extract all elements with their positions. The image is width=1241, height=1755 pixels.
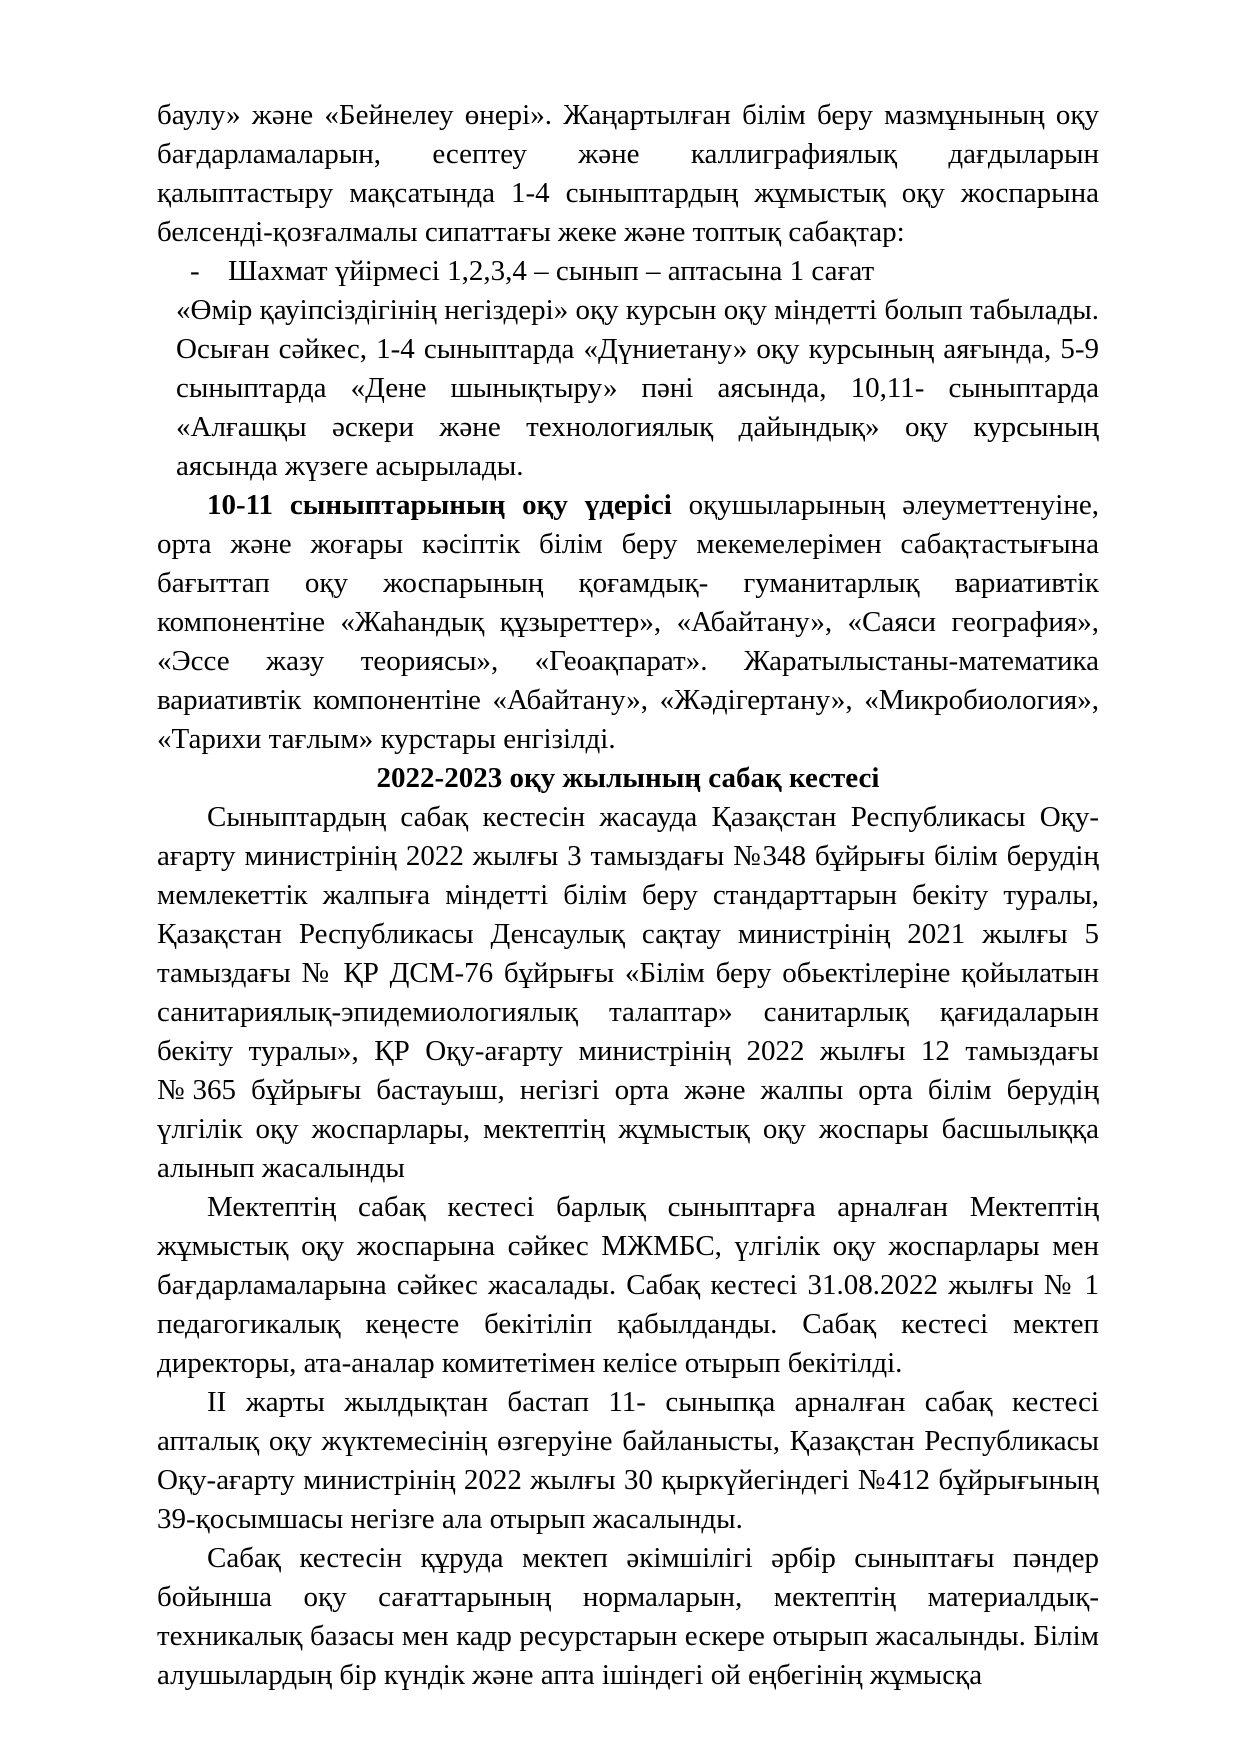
paragraph-schedule-creation: Сабақ кестесін құруда мектеп әкімшілігі әрбір сыныптағы пәндер бойынша оқу сағаттарының нормаларын, мектептің материалдық-техникалық базасы мен кадр ресурстарын ескере отырып жасалынды. Білім алушылардың бір күндік және апта ішіндегі ой еңбегінің жұмысқа <box>157 1542 1099 1691</box>
paragraph-schedule-legal-basis: Сыныптардың сабақ кестесін жасауда Қазақстан Республикасы Оқу-ағарту министрінің 2022 жылғы 3 тамыздағы №348 бұйрығы білім берудің мемлекеттік жалпыға міндетті білім беру стандарттарын бекіту туралы, Қазақстан Республикасы Денсаулық сақтау министрінің 2021 жылғы 5 тамыздағы № ҚР ДСМ-76 бұйрығы «Білім беру обьектілеріне қойылатын санитариялық-эпидемиологиялық талаптар» санитарлық қағидаларын бекіту туралы», ҚР Оқу-ағарту министрінің 2022 жылғы 12 тамыздағы №365 бұйрығы бастауыш, негізгі орта және жалпы орта білім берудің үлгілік оқу жоспарлары, мектептің жұмыстық оқу жоспары басшылыққа алынып жасалынды <box>157 801 1099 1184</box>
paragraph-bold-lead: 10-11 сыныптарының оқу үдерісі <box>207 489 672 521</box>
list-item-text: Шахмат үйірмесі 1,2,3,4 – сынып – аптасына 1 сағат <box>228 255 875 287</box>
paragraph-continuation: баулу» және «Бейнелеу өнері». Жаңартылған білім беру мазмұнының оқу бағдарламаларын, есептеу және каллиграфиялық дағдыларын қалыптастыру мақсатында 1-4 сыныптардың жұмыстық оқу жоспарына белсенді-қозғалмалы сипаттағы жеке және топтық сабақтар: <box>157 99 1099 248</box>
paragraph-grades-10-11-text: оқушыларының әлеуметтенуіне, орта және жоғары кәсіптік білім беру мекемелерімен сабақтастығына бағыттап оқу жоспарының қоғамдық- гуманитарлық вариативтік компонентіне «Жаһандық құзыреттер», «Абайтану», «Саяси география», «Эссе жазу теориясы», «Геоақпарат». Жаратылыстаны-математика вариативтік компонентіне «Абайтану», «Жәдігертану», «Микробиология», «Тарихи тағлым» курстары енгізілді. <box>157 489 1099 755</box>
paragraph-second-half-year: II жарты жылдықтан бастап 11- сыныпқа арналған сабақ кестесі апталық оқу жүктемесінің өзгеруіне байланысты, Қазақстан Республикасы Оқу-ағарту министрінің 2022 жылғы 30 қыркүйегіндегі №412 бұйрығының 39-қосымшасы негізге ала отырып жасалынды. <box>157 1386 1099 1535</box>
paragraph-safety-course: «Өмір қауіпсіздігінің негіздері» оқу курсын оқу міндетті болып табылады. Осыған сәйкес, 1-4 сыныптарда «Дүниетану» оқу курсының аяғында, 5-9 сыныптарда «Дене шынықтыру» пәні аясында, 10,11- сыныптарда «Алғашқы әскери және технологиялық дайындық» оқу курсының аясында жүзеге асырылады. <box>176 294 1099 482</box>
section-heading-schedule: 2022-2023 оқу жылының сабақ кестесі <box>376 762 880 794</box>
paragraph-school-schedule-approval: Мектептің сабақ кестесі барлық сыныптарға арналған Мектептің жұмыстық оқу жоспарына сәйкес МЖМБС, үлгілік оқу жоспарлары мен бағдарламаларына сәйкес жасалады. Сабақ кестесі 31.08.2022 жылғы № 1 педагогикалық кеңесте бекітіліп қабылданды. Сабақ кестесі мектеп директоры, ата-аналар комитетімен келісе отырып бекітілді. <box>157 1191 1099 1379</box>
list-dash-marker: - <box>190 255 200 287</box>
list-item-chess-club <box>157 252 1099 291</box>
paragraph-grades-10-11 <box>157 486 1099 759</box>
